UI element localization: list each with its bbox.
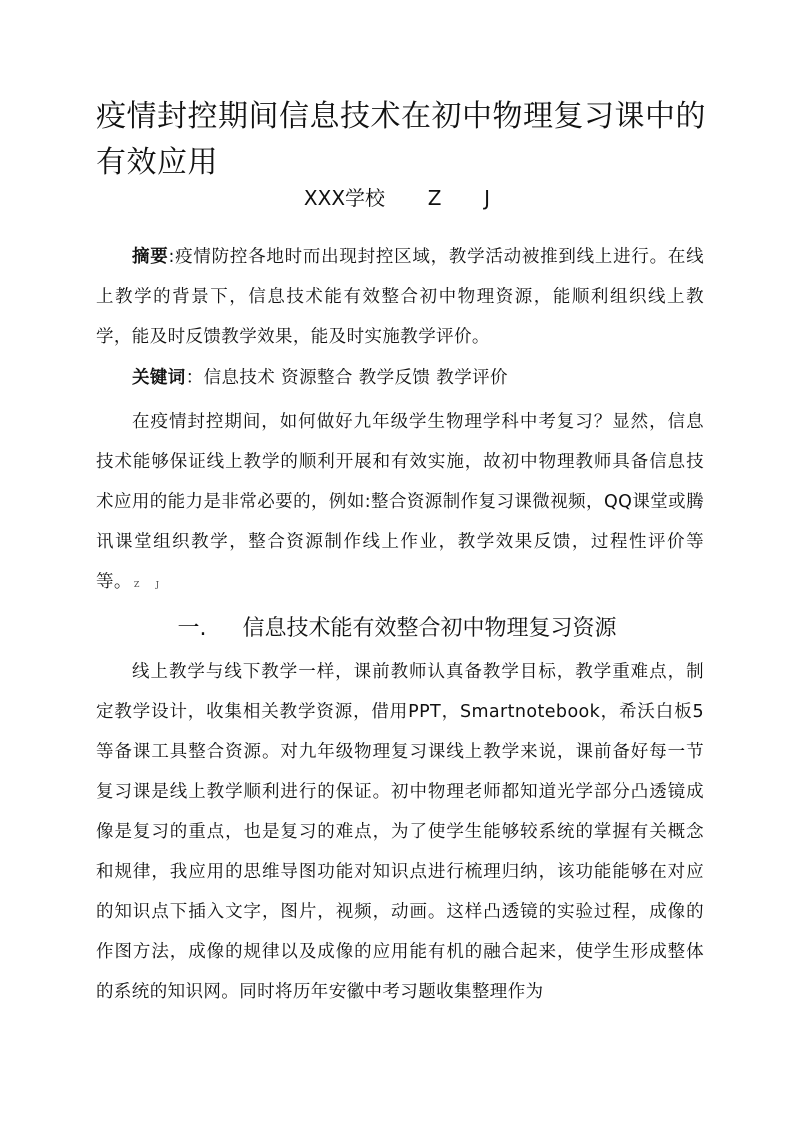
intro-mark: Z J xyxy=(133,580,160,589)
author-line xyxy=(0,183,794,213)
intro-text: 在疫情封控期间，如何做好九年级学生物理学科中考复习？显然，信息技术能够保证线上教学的顺利开展和有效实施，故初中物理教师具备信息技术应用的能力是非常必要的，例如:整合资源制作复习课微视频，QQ课堂或腾讯课堂组织教学，整合资源制作线上作业，教学效果反馈，过程性评价等等。 xyxy=(96,412,704,592)
author-school: XXX学校 xyxy=(303,186,386,210)
section-1-paragraph: 线上教学与线下教学一样，课前教师认真备教学目标，教学重难点，制定教学设计，收集相关教学资源，借用PPT，Smartnotebook，希沃白板5等备课工具整合资源。对九年级物理复习课线上教学来说，课前备好每一节复习课是线上教学顺利进行的保证。初中物理老师都知道光学部分凸透镜成像是复习的重点，也是复习的难点，为了使学生能够较系统的掌握有关概念和规律，我应用的思维导图功能对知识点进行梳理归纳，该功能能够在对应的知识点下插入文字，图片，视频，动画。这样凸透镜的实验过程，成像的作图方法，成像的规律以及成像的应用能有机的融合起来，使学生形成整体的系统的知识网。同时将历年安徽中考习题收集整理作为 xyxy=(96,662,704,1002)
document-title: 疫情封控期间信息技术在初中物理复习课中的有效应用 xyxy=(96,99,706,180)
abstract-text: :疫情防控各地时而出现封控区域，教学活动被推到线上进行。在线上教学的背景下，信息技术能有效整合初中物理资源，能顺利组织线上教学，能及时反馈教学效果，能及时实施教学评价。 xyxy=(96,247,704,347)
keywords-text: ：信息技术 资源整合 教学反馈 教学评价 xyxy=(185,368,508,388)
section-1-title: 信息技术能有效整合初中物理复习资源 xyxy=(242,616,617,641)
abstract-label: 摘要 xyxy=(132,247,169,267)
section-1-number: 一. xyxy=(177,616,207,641)
author-initial-j: J xyxy=(484,186,491,210)
author-initial-z: Z xyxy=(427,186,442,210)
keywords-paragraph xyxy=(96,358,704,398)
section-1-heading xyxy=(0,609,794,649)
abstract-paragraph xyxy=(96,237,704,357)
intro-paragraph xyxy=(96,402,704,605)
keywords-label: 关键词 xyxy=(132,368,186,388)
